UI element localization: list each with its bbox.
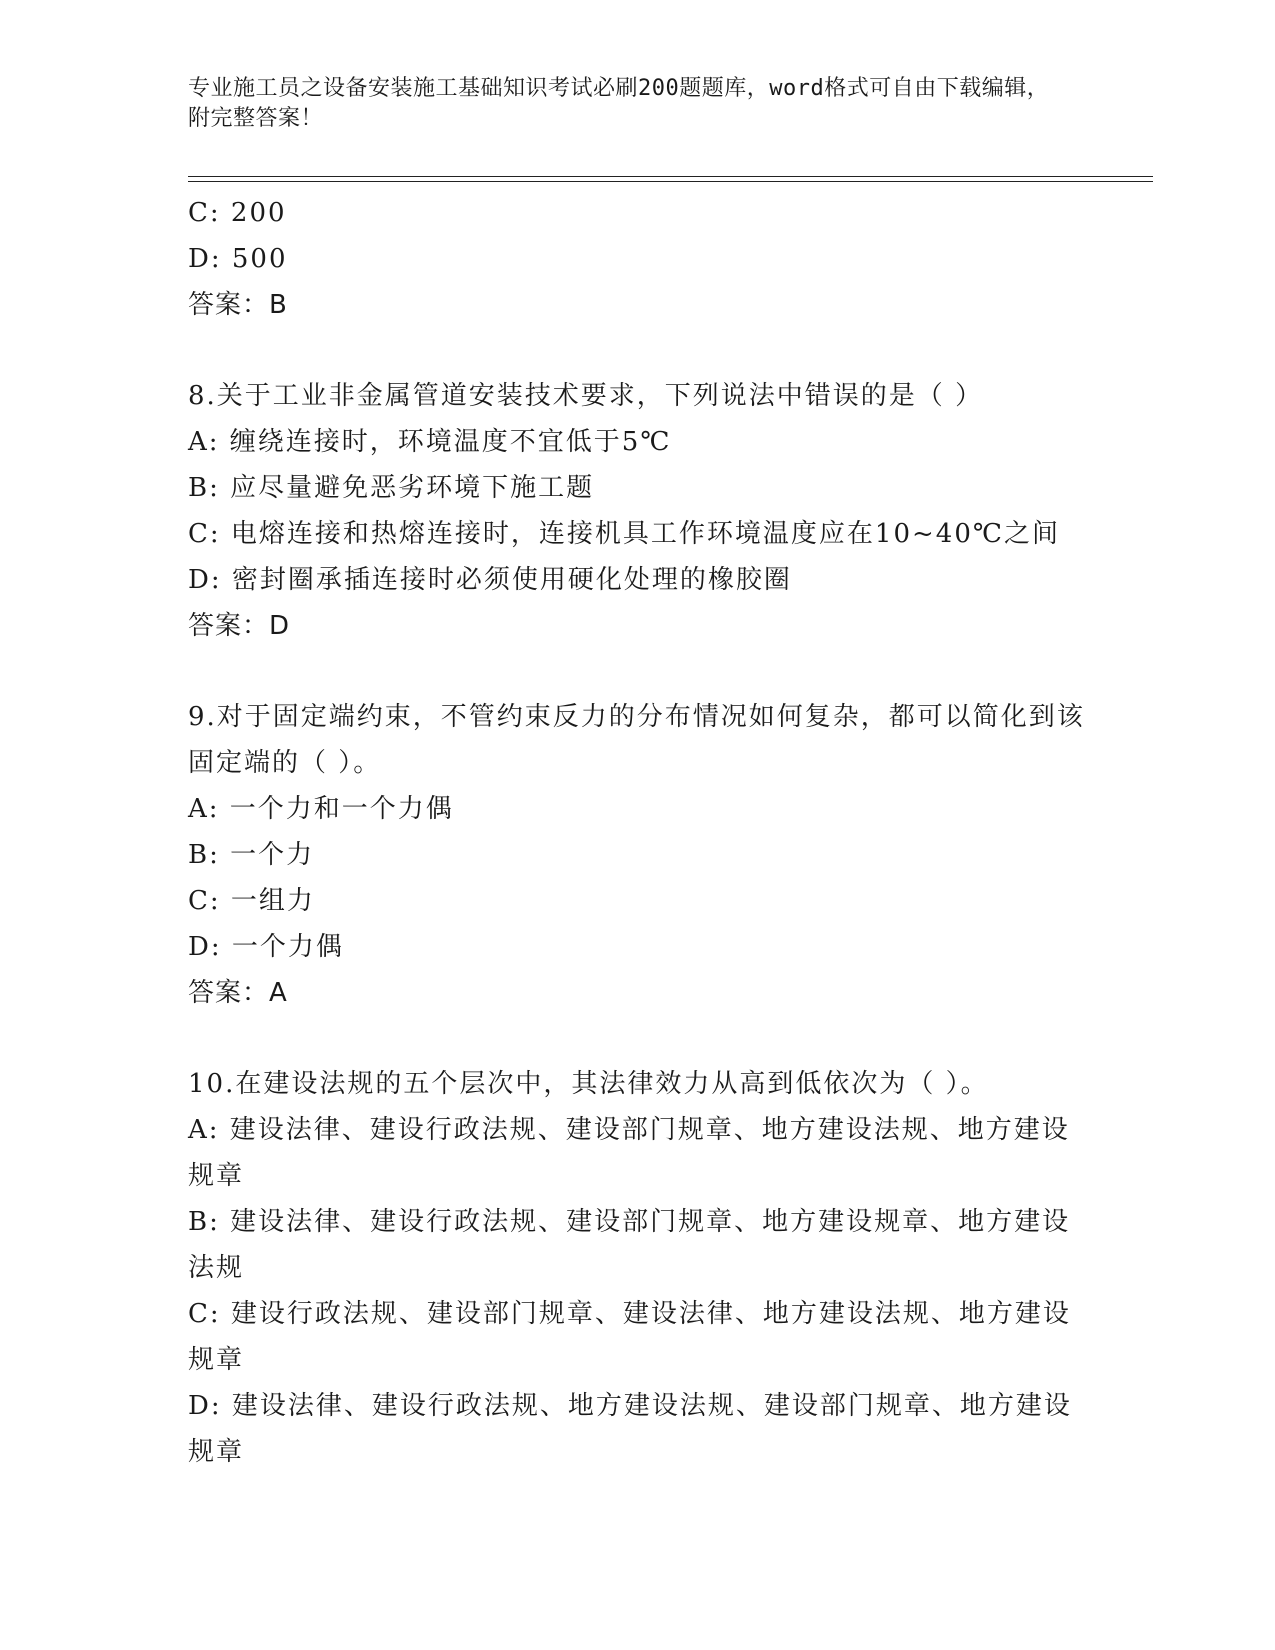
header-divider-top — [188, 176, 1153, 177]
option-d: D: 密封圈承插连接时必须使用硬化处理的橡胶圈 — [188, 565, 792, 595]
question-stem: 9.对于固定端约束，不管约束反力的分布情况如何复杂，都可以简化到该固定端的（ ）。 — [188, 702, 1085, 778]
option-c: C: 建设行政法规、建设部门规章、建设法律、地方建设法规、地方建设规章 — [188, 1299, 1071, 1375]
option-a: A: 缠绕连接时，环境温度不宜低于5℃ — [188, 427, 672, 457]
answer-line: 答案：D — [188, 611, 291, 641]
document-header: 专业施工员之设备安装施工基础知识考试必刷200题题库，word格式可自由下载编辑，附完整答案！ — [188, 76, 1050, 131]
question-9 — [188, 694, 1088, 1016]
answer-line: 答案：A — [188, 978, 288, 1008]
option-c: C: 电熔连接和热熔连接时，连接机具工作环境温度应在10~40℃之间 — [188, 519, 1060, 549]
header-divider-bottom — [188, 181, 1153, 182]
option-d: D: 一个力偶 — [188, 932, 344, 962]
question-8 — [188, 373, 1088, 649]
spacer — [188, 328, 1088, 373]
question-10 — [188, 1061, 1088, 1475]
option-b: B: 建设法律、建设行政法规、建设部门规章、地方建设规章、地方建设法规 — [188, 1207, 1071, 1283]
option-c: C: 一组力 — [188, 886, 315, 916]
question-7-continuation — [188, 190, 1088, 328]
option-a: A: 建设法律、建设行政法规、建设部门规章、地方建设法规、地方建设规章 — [188, 1115, 1070, 1191]
document-body — [188, 190, 1088, 1475]
question-stem: 10.在建设法规的五个层次中，其法律效力从高到低依次为（ ）。 — [188, 1069, 989, 1099]
spacer — [188, 649, 1088, 694]
option-b: B: 应尽量避免恶劣环境下施工题 — [188, 473, 595, 503]
option-d: D: 500 — [188, 244, 288, 274]
answer-line: 答案：B — [188, 290, 288, 320]
option-b: B: 一个力 — [188, 840, 315, 870]
option-a: A: 一个力和一个力偶 — [188, 794, 454, 824]
spacer — [188, 1016, 1088, 1061]
option-d: D: 建设法律、建设行政法规、地方建设法规、建设部门规章、地方建设规章 — [188, 1391, 1072, 1467]
option-c: C: 200 — [188, 198, 287, 228]
question-stem: 8.关于工业非金属管道安装技术要求，下列说法中错误的是（ ） — [188, 381, 984, 411]
